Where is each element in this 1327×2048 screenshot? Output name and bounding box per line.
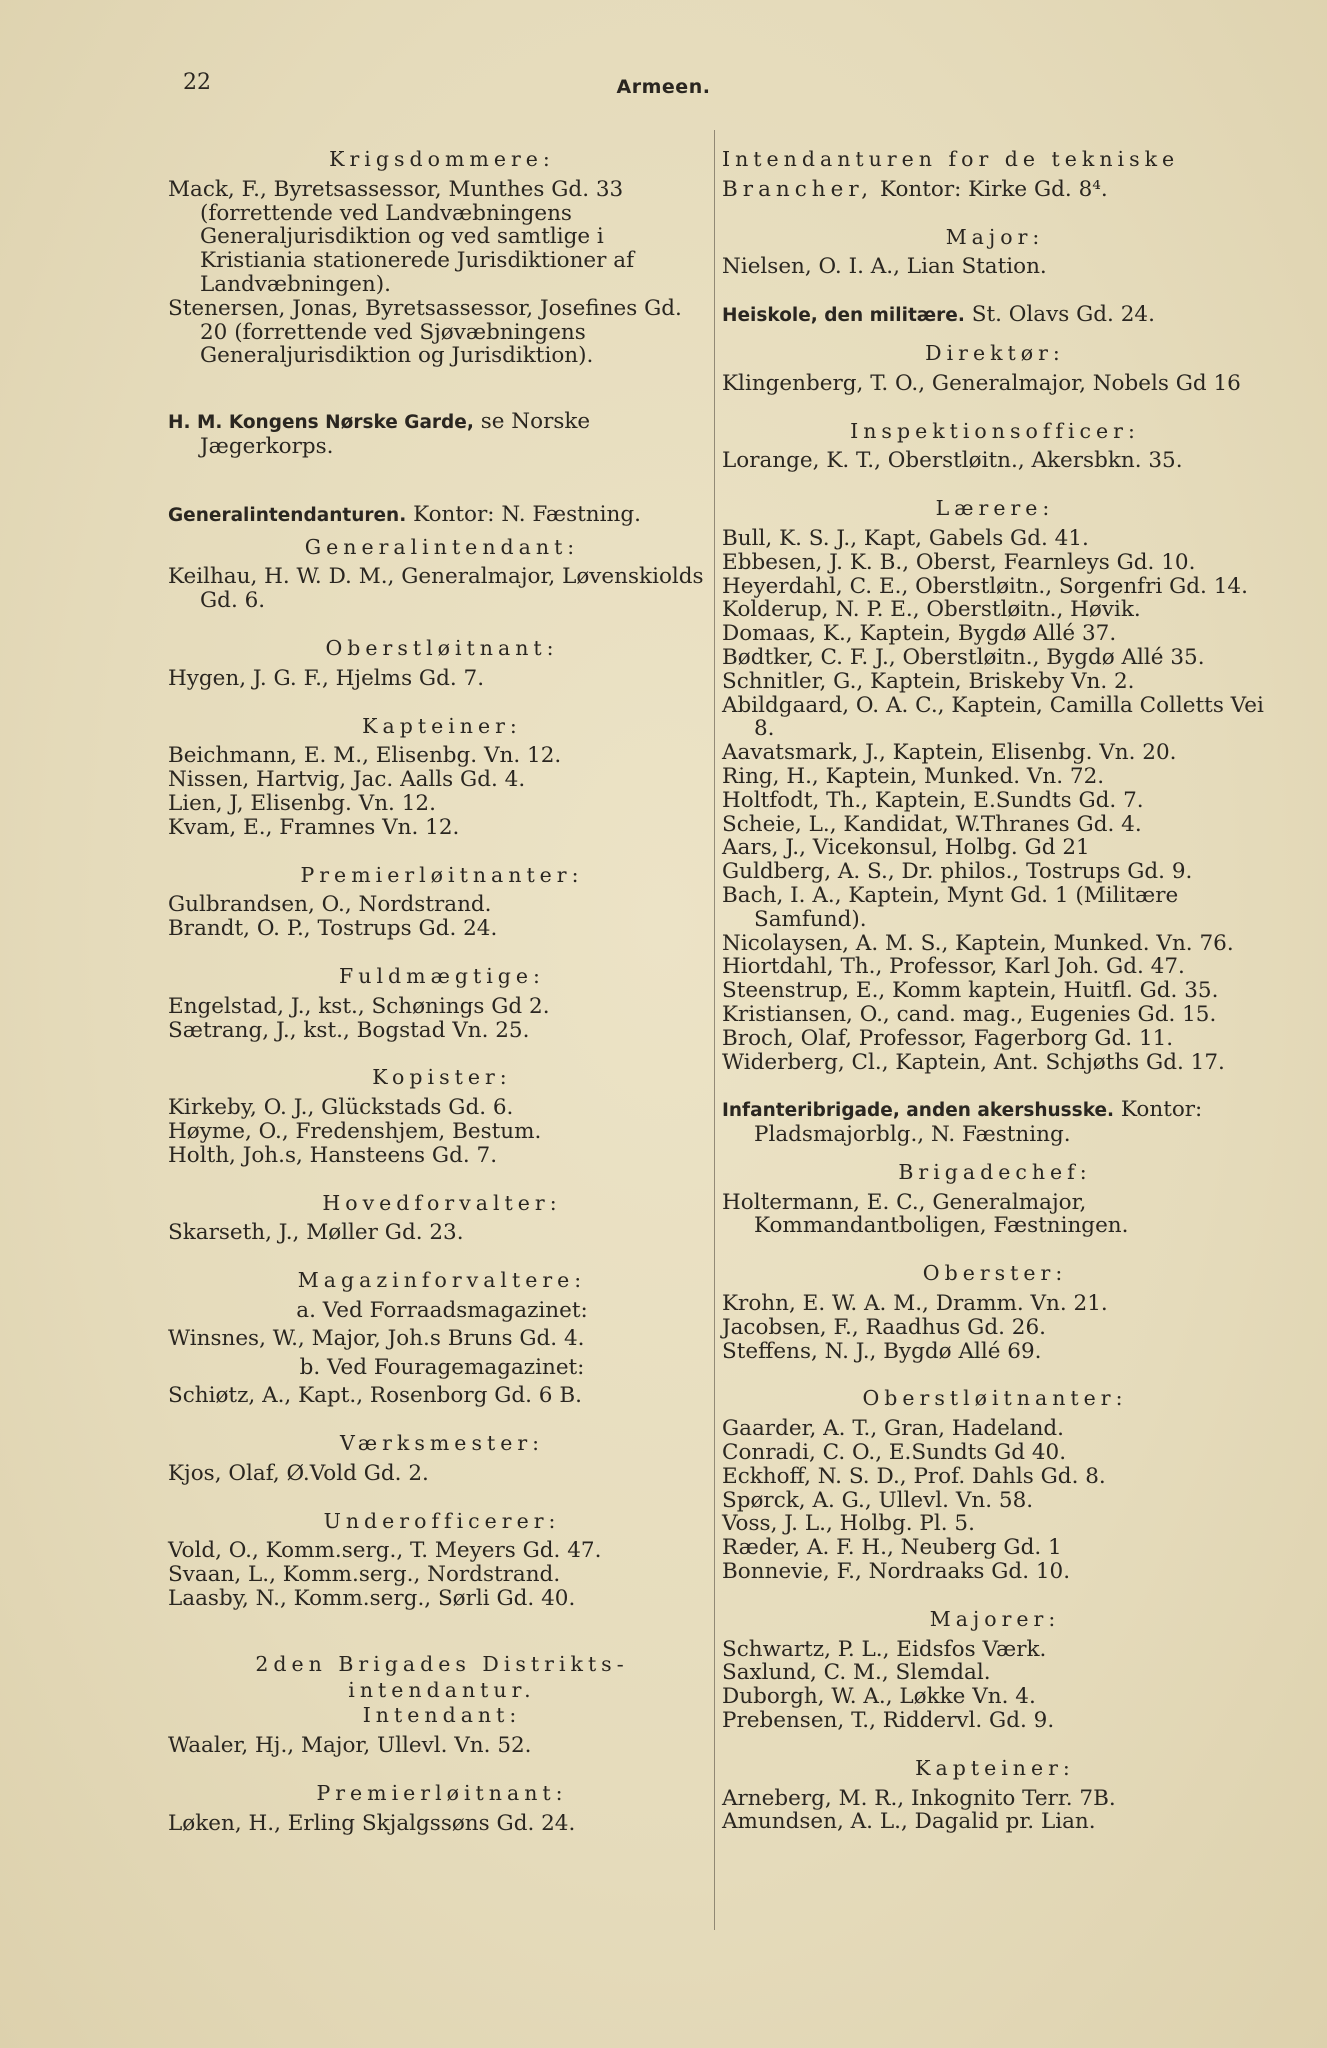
list-item: Domaas, K., Kaptein, Bygdø Allé 37. <box>722 621 1117 647</box>
list-item: Lien, J, Elisenbg. Vn. 12. <box>168 790 436 816</box>
heading-intendant: Intendant: <box>362 1703 522 1728</box>
list-item: Svaan, L., Komm.serg., Nordstrand. <box>168 1562 561 1588</box>
list-item: Laasby, N., Komm.serg., Sørli Gd. 40. <box>168 1586 576 1612</box>
list-item: Nissen, Hartvig, Jac. Aalls Gd. 4. <box>168 767 526 793</box>
list-item: Ring, H., Kaptein, Munked. Vn. 72. <box>722 763 1105 789</box>
list-item: Mack, F., Byretsassessor, Munthes Gd. 33 (forrettende ved Landvæbningens Generaljurisdiktion og ved samtlige i Kristiania stationerede Jurisdiktioner af Landvæbningen). <box>168 176 635 297</box>
list-item: Bach, I. A., Kaptein, Mynt Gd. 1 (Militære Samfund). <box>722 882 1179 932</box>
list-item: Eckhoff, N. S. D., Prof. Dahls Gd. 8. <box>722 1463 1106 1489</box>
list-item: Holtfodt, Th., Kaptein, E.Sundts Gd. 7. <box>722 787 1144 813</box>
section-title: Generalintendanturen. <box>168 504 407 526</box>
list-item: Nielsen, O. I. A., Lian Station. <box>722 254 1047 280</box>
section-note: Kontor: N. Fæstning. <box>413 501 641 527</box>
section-note: Kontor: Pladsmajorblg., N. Fæstning. <box>754 1097 1203 1148</box>
list-item: Prebensen, T., Riddervl. Gd. 9. <box>722 1708 1055 1734</box>
list-item: Schwartz, P. L., Eidsfos Værk. <box>722 1636 1047 1662</box>
list-item: Gaarder, A. T., Gran, Hadeland. <box>722 1416 1065 1442</box>
list-item: Klingenberg, T. O., Generalmajor, Nobels Gd 16 <box>722 370 1241 396</box>
section-garde <box>168 410 716 459</box>
list-item: Holtermann, E. C., Generalmajor, Kommandantboligen, Fæstningen. <box>722 1189 1129 1239</box>
list-item: Saxlund, C. M., Slemdal. <box>722 1660 991 1686</box>
list-item: Steenstrup, E., Komm kaptein, Huitfl. Gd. 35. <box>722 978 1219 1004</box>
list-item: Hygen, J. G. F., Hjelms Gd. 7. <box>168 665 485 691</box>
heading-oberstloitnanter: Oberstløitnanter: <box>862 1386 1128 1411</box>
list-item: Schnitler, G., Kaptein, Briskeby Vn. 2. <box>722 668 1135 694</box>
list-item: Spørck, A. G., Ullevl. Vn. 58. <box>722 1487 1034 1513</box>
list-item: Ræder, A. F. H., Neuberg Gd. 1 <box>722 1535 1062 1561</box>
heading-kopister: Kopister: <box>372 1065 512 1090</box>
list-item: Amundsen, A. L., Dagalid pr. Lian. <box>722 1809 1096 1835</box>
list-item: Kvam, E., Framnes Vn. 12. <box>168 814 460 840</box>
heading-oberster: Oberster: <box>922 1261 1068 1286</box>
list-item: Kolderup, N. P. E., Oberstløitn., Høvik. <box>722 597 1141 623</box>
list-item: Vold, O., Komm.serg., T. Meyers Gd. 47. <box>168 1538 602 1564</box>
section-heiskole <box>722 303 1268 328</box>
subheading-fouragemagazinet: b. Ved Fouragemagazinet: <box>299 1355 585 1381</box>
heading-underofficerer: Underofficerer: <box>323 1508 561 1533</box>
heading-premierloitnanter: Premierløitnanter: <box>300 862 584 887</box>
section-generalintendanturen <box>168 503 716 528</box>
list-item: Schiøtz, A., Kapt., Rosenborg Gd. 6 B. <box>168 1383 582 1409</box>
page-number: 22 <box>183 70 211 95</box>
heading-inspektionsofficer: Inspektionsofficer: <box>850 418 1140 443</box>
subheading-forraadsmagazinet: a. Ved Forraadsmagazinet: <box>296 1297 588 1323</box>
heading-majorer: Majorer: <box>929 1606 1061 1631</box>
section-title: Brancher, <box>722 176 874 202</box>
list-item: Bull, K. S. J., Kapt, Gabels Gd. 41. <box>722 525 1089 551</box>
list-item: Kjos, Olaf, Ø.Vold Gd. 2. <box>168 1460 429 1486</box>
heading-premierloitnant: Premierløitnant: <box>316 1781 568 1806</box>
heading-intendanturen: Intendanturen for de tekniske <box>722 147 1180 171</box>
list-item: Duborgh, W. A., Løkke Vn. 4. <box>722 1684 1036 1710</box>
list-item: Brandt, O. P., Tostrups Gd. 24. <box>168 916 498 942</box>
list-item: Skarseth, J., Møller Gd. 23. <box>168 1220 464 1246</box>
section-title: Infanteribrigade, anden akershusske. <box>722 1100 1115 1122</box>
section-title: Heiskole, den militære. <box>722 305 965 327</box>
list-item: Stenersen, Jonas, Byretsassessor, Josefines Gd. 20 (forrettende ved Sjøvæbningens Generaljurisdiktion og Jurisdiktion). <box>168 295 682 369</box>
list-item: Aars, J., Vicekonsul, Holbg. Gd 21 <box>722 835 1090 861</box>
list-item: Hiortdahl, Th., Professor, Karl Joh. Gd. 47. <box>722 954 1185 980</box>
heading-vaerksmester: Værksmester: <box>339 1431 545 1456</box>
heading-direktor: Direktør: <box>925 340 1065 365</box>
list-item: Kristiansen, O., cand. mag., Eugenies Gd. 15. <box>722 1001 1217 1027</box>
list-item: Ebbesen, J. K. B., Oberst, Fearnleys Gd. 10. <box>722 549 1196 575</box>
heading-krigsdommere: Krigsdommere: <box>329 147 555 171</box>
list-item: Aavatsmark, J., Kaptein, Elisenbg. Vn. 20. <box>722 740 1177 766</box>
list-item: Holth, Joh.s, Hansteens Gd. 7. <box>168 1142 498 1168</box>
list-item: Engelstad, J., kst., Schønings Gd 2. <box>168 993 550 1019</box>
heading-major: Major: <box>945 224 1045 249</box>
list-item: Bødtker, C. F. J., Oberstløitn., Bygdø Allé 35. <box>722 644 1205 670</box>
heading-brigadechef: Brigadechef: <box>898 1159 1092 1184</box>
list-item: Høyme, O., Fredenshjem, Bestum. <box>168 1118 542 1144</box>
section-note: Kontor: Kirke Gd. 8⁴. <box>879 176 1108 202</box>
heading-generalintendant: Generalintendant: <box>304 534 580 559</box>
section-note: se Norske Jægerkorps. <box>200 409 591 459</box>
list-item: Heyerdahl, C. E., Oberstløitn., Sorgenfri Gd. 14. <box>722 573 1248 599</box>
list-item: Løken, H., Erling Skjalgssøns Gd. 24. <box>168 1810 576 1836</box>
heading-laerere: Lærere: <box>935 496 1055 521</box>
list-item: Lorange, K. T., Oberstløitn., Akersbkn. 35. <box>722 448 1183 474</box>
list-item: Nicolaysen, A. M. S., Kaptein, Munked. Vn. 76. <box>722 930 1234 956</box>
list-item: Guldberg, A. S., Dr. philos., Tostrups Gd. 9. <box>722 859 1193 885</box>
list-item: Conradi, C. O., E.Sundts Gd 40. <box>722 1440 1067 1466</box>
heading-distrikt-line2: intendantur. <box>348 1677 536 1702</box>
list-item: Waaler, Hj., Major, Ullevl. Vn. 52. <box>168 1733 532 1759</box>
list-item: Abildgaard, O. A. C., Kaptein, Camilla Colletts Vei 8. <box>722 692 1264 742</box>
list-item: Keilhau, H. W. D. M., Generalmajor, Løvenskiolds Gd. 6. <box>168 564 704 614</box>
list-item: Broch, Olaf, Professor, Fagerborg Gd. 11. <box>722 1025 1174 1051</box>
list-item: Sætrang, J., kst., Bogstad Vn. 25. <box>168 1017 530 1043</box>
list-item: Kirkeby, O. J., Glückstads Gd. 6. <box>168 1095 514 1121</box>
list-item: Voss, J. L., Holbg. Pl. 5. <box>722 1511 975 1537</box>
list-item: Scheie, L., Kandidat, W.Thranes Gd. 4. <box>722 811 1142 837</box>
section-infanteribrigade <box>722 1098 1268 1147</box>
right-column <box>722 148 1268 1834</box>
heading-oberstloitnant: Oberstløitnant: <box>325 635 559 660</box>
heading-fuldmaegtige: Fuldmægtige: <box>339 963 545 988</box>
list-item: Gulbrandsen, O., Nordstrand. <box>168 892 492 918</box>
list-item: Jacobsen, F., Raadhus Gd. 26. <box>722 1314 1046 1340</box>
running-title: Armeen. <box>616 76 711 98</box>
section-intendanturen-line2 <box>722 178 1268 202</box>
list-item: Bonnevie, F., Nordraaks Gd. 10. <box>722 1559 1071 1585</box>
heading-kapteiner: Kapteiner: <box>362 713 522 738</box>
list-item: Beichmann, E. M., Elisenbg. Vn. 12. <box>168 743 562 769</box>
list-item: Widerberg, Cl., Kaptein, Ant. Schjøths Gd. 17. <box>722 1049 1225 1075</box>
heading-hovedforvalter: Hovedforvalter: <box>322 1190 562 1215</box>
list-item: Steffens, N. J., Bygdø Allé 69. <box>722 1338 1042 1364</box>
heading-kapteiner-infanteri: Kapteiner: <box>915 1755 1075 1780</box>
heading-distrikt-line1: 2den Brigades Distrikts- <box>255 1651 629 1676</box>
left-column <box>168 148 716 1836</box>
section-title: H. M. Kongens Nørske Garde, <box>168 412 474 434</box>
list-item: Krohn, E. W. A. M., Dramm. Vn. 21. <box>722 1291 1108 1317</box>
list-item: Winsnes, W., Major, Joh.s Bruns Gd. 4. <box>168 1325 585 1351</box>
list-item: Arneberg, M. R., Inkognito Terr. 7B. <box>722 1785 1116 1811</box>
heading-magazinforvaltere: Magazinforvaltere: <box>297 1268 587 1293</box>
section-note: St. Olavs Gd. 24. <box>971 302 1155 328</box>
